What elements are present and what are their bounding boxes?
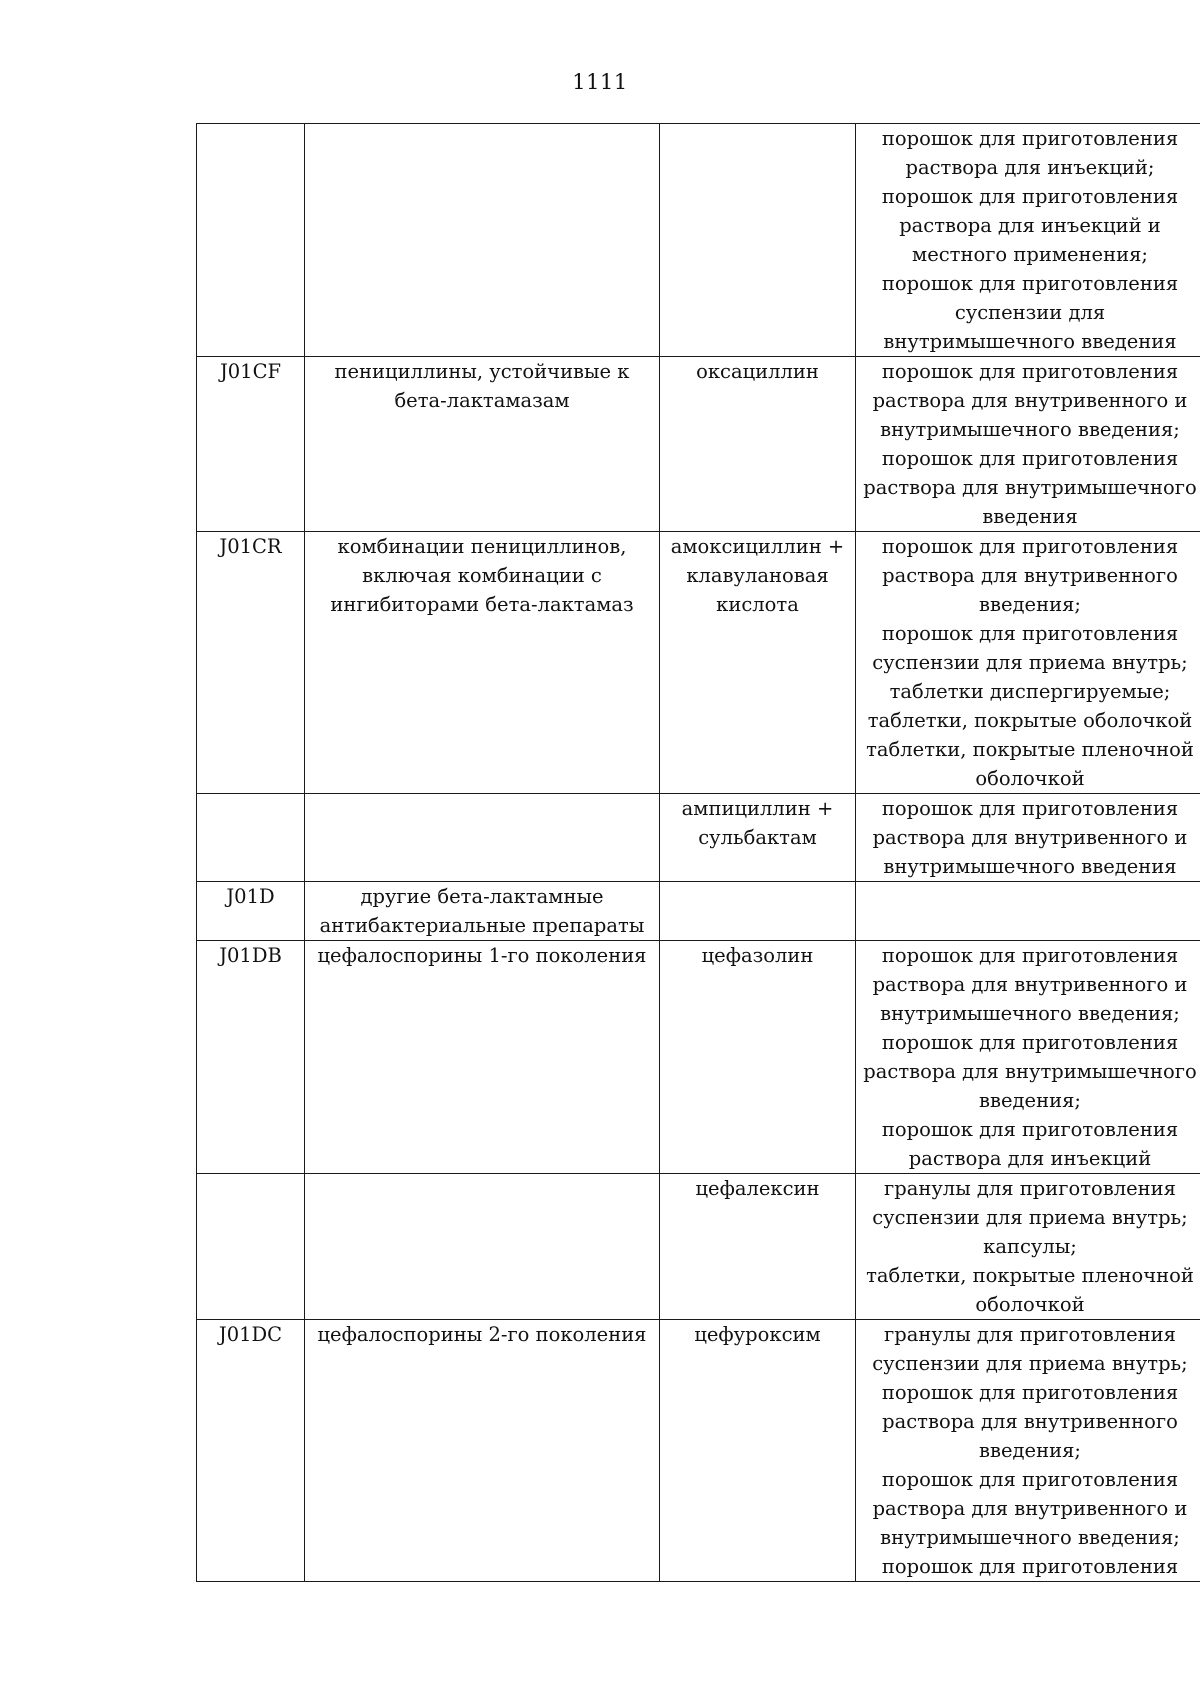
cell-text-line: суспензии для приема внутрь;: [872, 1352, 1188, 1375]
group-name-cell: [305, 357, 660, 532]
dosage-forms-cell: [856, 882, 1200, 941]
table-row: [197, 1174, 1200, 1320]
cell-text-line: цефалексин: [695, 1177, 820, 1200]
dosage-forms-cell: [856, 532, 1200, 794]
cell-text-line: порошок для приготовления: [881, 272, 1179, 295]
cell-text-line: раствора для внутривенного и: [872, 826, 1188, 849]
cell-text-line: бета-лактамазам: [394, 389, 570, 412]
cell-text-line: пенициллины, устойчивые к: [334, 360, 630, 383]
drug-table: [196, 123, 1200, 1582]
cell-text-line: порошок для приготовления: [881, 1031, 1179, 1054]
cell-text-line: оболочкой: [975, 767, 1085, 790]
drug-name-cell: [660, 124, 856, 357]
cell-text-line: ингибиторами бета-лактамаз: [330, 593, 634, 616]
cell-text-line: кислота: [716, 593, 799, 616]
cell-text-line: J01DC: [218, 1323, 283, 1346]
group-name-cell: [305, 1174, 660, 1320]
atc-code-cell: [197, 882, 305, 941]
cell-text-line: таблетки, покрытые пленочной: [866, 1264, 1194, 1287]
drug-name-cell: [660, 357, 856, 532]
cell-text-line: цефалоспорины 2-го поколения: [317, 1323, 647, 1346]
dosage-forms-cell: [856, 1174, 1200, 1320]
cell-text-line: суспензии для: [954, 301, 1106, 324]
cell-text-line: порошок для приготовления: [881, 447, 1179, 470]
cell-text-line: порошок для приготовления: [881, 535, 1179, 558]
cell-text-line: клавулановая: [686, 564, 829, 587]
drug-name-cell: [660, 1320, 856, 1582]
cell-text-line: суспензии для приема внутрь;: [872, 1206, 1188, 1229]
atc-code-cell: [197, 532, 305, 794]
table-row: [197, 532, 1200, 794]
cell-text-line: раствора для инъекций: [908, 1147, 1152, 1170]
cell-text-line: порошок для приготовления: [881, 1468, 1179, 1491]
cell-text-line: цефуроксим: [694, 1323, 821, 1346]
atc-code-cell: [197, 1320, 305, 1582]
cell-text-line: внутримышечного введения: [883, 330, 1177, 353]
cell-text-line: раствора для внутримышечного: [863, 476, 1197, 499]
cell-text-line: внутримышечного введения;: [880, 1526, 1180, 1549]
atc-code-cell: [197, 124, 305, 357]
group-name-cell: [305, 941, 660, 1174]
cell-text-line: порошок для приготовления: [881, 944, 1179, 967]
cell-text-line: амоксициллин +: [670, 535, 845, 558]
cell-text-line: комбинации пенициллинов,: [337, 535, 627, 558]
dosage-forms-cell: [856, 124, 1200, 357]
group-name-cell: [305, 794, 660, 882]
dosage-forms-cell: [856, 794, 1200, 882]
dosage-forms-cell: [856, 357, 1200, 532]
cell-text-line: внутримышечного введения;: [880, 418, 1180, 441]
group-name-cell: [305, 532, 660, 794]
cell-text-line: раствора для внутривенного: [882, 564, 1178, 587]
cell-text-line: таблетки диспергируемые;: [889, 680, 1171, 703]
cell-text-line: J01CF: [219, 360, 282, 383]
cell-text-line: местного применения;: [912, 243, 1148, 266]
cell-text-line: таблетки, покрытые оболочкой: [867, 709, 1193, 732]
dosage-forms-cell: [856, 941, 1200, 1174]
cell-text-line: раствора для внутривенного и: [872, 1497, 1188, 1520]
cell-text-line: оксациллин: [696, 360, 819, 383]
page-number: 1111: [572, 70, 628, 94]
table-row: [197, 124, 1200, 357]
cell-text-line: внутримышечного введения;: [880, 1002, 1180, 1025]
cell-text-line: капсулы;: [983, 1235, 1077, 1258]
drug-name-cell: [660, 941, 856, 1174]
cell-text-line: цефазолин: [701, 944, 814, 967]
cell-text-line: антибактериальные препараты: [319, 914, 645, 937]
cell-text-line: другие бета-лактамные: [360, 885, 604, 908]
cell-text-line: введения;: [979, 1089, 1081, 1112]
atc-code-cell: [197, 941, 305, 1174]
table-row: [197, 941, 1200, 1174]
cell-text-line: включая комбинации с: [362, 564, 602, 587]
cell-text-line: ампициллин +: [681, 797, 834, 820]
drug-name-cell: [660, 1174, 856, 1320]
drug-name-cell: [660, 794, 856, 882]
cell-text-line: внутримышечного введения: [883, 855, 1177, 878]
cell-text-line: порошок для приготовления: [881, 622, 1179, 645]
cell-text-line: гранулы для приготовления: [884, 1323, 1176, 1346]
atc-code-cell: [197, 357, 305, 532]
table-body: [197, 124, 1200, 1582]
cell-text-line: порошок для приготовления: [881, 797, 1179, 820]
cell-text-line: порошок для приготовления: [881, 1118, 1179, 1141]
table-row: [197, 357, 1200, 532]
cell-text-line: J01DB: [219, 944, 282, 967]
group-name-cell: [305, 882, 660, 941]
drug-name-cell: [660, 882, 856, 941]
cell-text-line: оболочкой: [975, 1293, 1085, 1316]
dosage-forms-cell: [856, 1320, 1200, 1582]
cell-text-line: введения;: [979, 1439, 1081, 1462]
cell-text-line: раствора для инъекций и: [899, 214, 1161, 237]
atc-code-cell: [197, 1174, 305, 1320]
cell-text-line: порошок для приготовления: [881, 127, 1179, 150]
cell-text-line: раствора для внутривенного и: [872, 389, 1188, 412]
cell-text-line: введения;: [979, 593, 1081, 616]
cell-text-line: раствора для внутривенного: [882, 1410, 1178, 1433]
cell-text-line: раствора для внутримышечного: [863, 1060, 1197, 1083]
group-name-cell: [305, 1320, 660, 1582]
cell-text-line: J01D: [226, 885, 275, 908]
cell-text-line: порошок для приготовления: [881, 360, 1179, 383]
cell-text-line: таблетки, покрытые пленочной: [866, 738, 1194, 761]
drug-name-cell: [660, 532, 856, 794]
cell-text-line: гранулы для приготовления: [884, 1177, 1176, 1200]
table-row: [197, 882, 1200, 941]
cell-text-line: раствора для инъекций;: [905, 156, 1155, 179]
cell-text-line: сульбактам: [698, 826, 817, 849]
cell-text-line: порошок для приготовления: [881, 185, 1179, 208]
cell-text-line: суспензии для приема внутрь;: [872, 651, 1188, 674]
atc-code-cell: [197, 794, 305, 882]
group-name-cell: [305, 124, 660, 357]
cell-text-line: цефалоспорины 1-го поколения: [317, 944, 647, 967]
cell-text-line: введения: [982, 505, 1078, 528]
cell-text-line: раствора для внутривенного и: [872, 973, 1188, 996]
cell-text-line: порошок для приготовления: [881, 1555, 1179, 1578]
cell-text-line: порошок для приготовления: [881, 1381, 1179, 1404]
cell-text-line: J01CR: [219, 535, 282, 558]
table-row: [197, 1320, 1200, 1582]
table-row: [197, 794, 1200, 882]
